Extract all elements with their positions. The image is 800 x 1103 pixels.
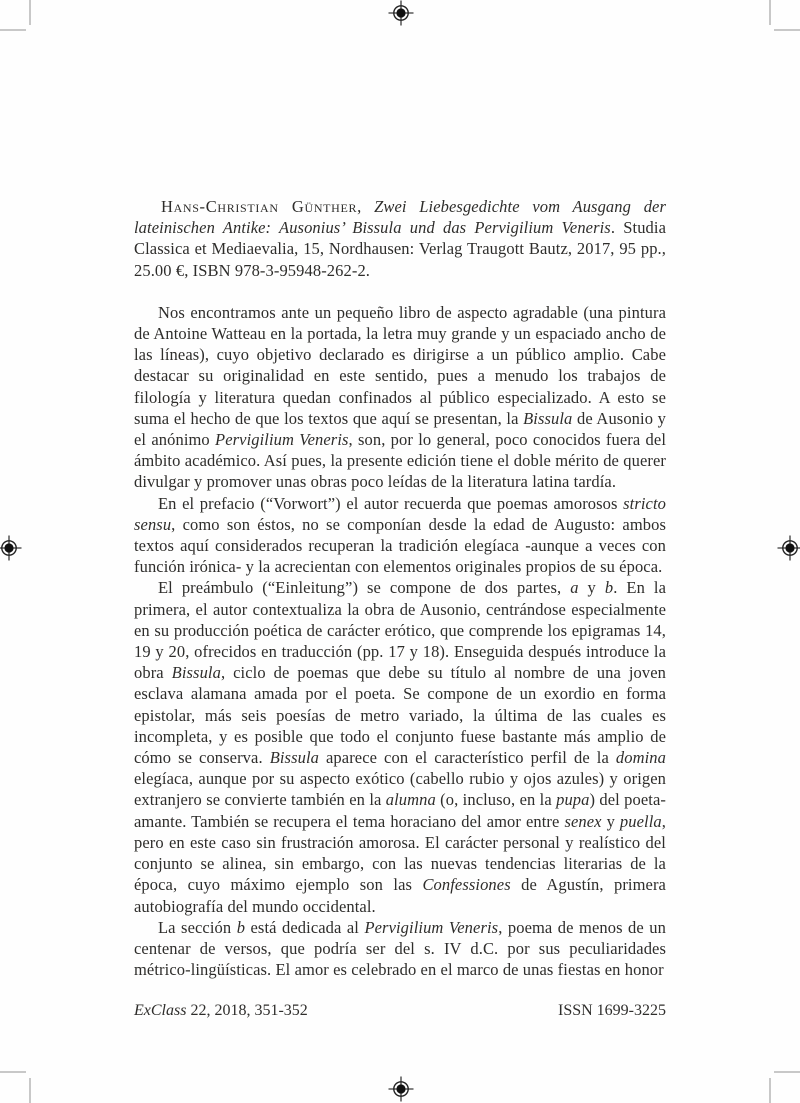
text-run: (o, incluso, en la [435, 790, 557, 810]
text-run: está dedicada al [245, 917, 365, 937]
registration-mark-top-icon [388, 0, 414, 26]
italic-text-run: puella [619, 811, 662, 831]
crop-mark-bottom-right-horizontal [774, 1071, 800, 1073]
smallcaps-text-run: Hans-Christian Günther [161, 197, 358, 216]
crop-mark-bottom-right-vertical [769, 1078, 771, 1103]
text-run: El preámbulo (“Einleitung”) se compone de dos partes, [158, 578, 571, 598]
italic-text-run: b [236, 917, 246, 937]
italic-text-run: a [570, 578, 579, 598]
text-run: , ciclo de poemas que debe su título al nombre de una joven esclava alamana amada por el poeta. Se compone de un exordio en forma epistolar, más seis poesías de metro variado, la última de las cuales es incompleta, y es posible que todo el conjunto fuese bastante más amplio de cómo se conserva. [134, 663, 666, 768]
italic-text-run: Zwei Liebesgedichte vom Ausgang der lateinischen Antike: Ausonius’ Bissula und das Pervigilium Veneris [134, 197, 666, 238]
crop-mark-top-right-vertical [769, 0, 771, 25]
review-paragraph-2 [134, 493, 666, 578]
italic-text-run: Confessiones [422, 875, 511, 895]
italic-text-run: domina [615, 748, 666, 768]
crop-mark-bottom-left-horizontal [0, 1071, 26, 1073]
text-run: aparece con el característico perfil de la [318, 748, 616, 768]
text-run: , son, por lo general, poco conocidos fuera del ámbito académico. Así pues, la presente edición tiene el doble mérito de querer divulgar y promover unas obras poco leídas de la literatura latina tardía. [134, 430, 667, 492]
italic-text-run: senex [564, 811, 602, 831]
text-run: y [578, 578, 605, 598]
text-run: , pero en este caso sin frustración amorosa. El carácter personal y realístico del conjunto se alinea, sin embargo, con las nuevas tendencias literarias de la época, cuyo máximo ejemplo son las [134, 811, 666, 895]
italic-text-run: Pervigilium Veneris [364, 917, 499, 937]
journal-citation [134, 1001, 308, 1021]
text-run: Nos encontramos ante un pequeño libro de aspecto agradable (una pintura de Antoine Watteau en la portada, la letra muy grande y un espaciado ancho de las líneas), cuyo objetivo declarado es dirigirse a un público amplio. Cabe destacar su originalidad en este sentido, pues a menudo los trabajos de filología y literatura quedan confinados al público especializado. A esto se suma el hecho de que los textos que aquí se presentan, la [134, 302, 666, 428]
text-run: En el prefacio (“Vorwort”) el autor recuerda que poemas amorosos [158, 493, 624, 513]
review-paragraph-4 [134, 917, 666, 981]
crop-mark-top-left-vertical [29, 0, 31, 25]
text-run: , poema de menos de un centenar de versos, que podría ser del s. IV d.C. por sus peculiaridades métrico-lingüísticas. El amor es celebrado en el marco de unas fiestas en honor [134, 917, 666, 980]
text-run: de Agustín, primera autobiografía del mundo occidental. [134, 875, 666, 916]
registration-mark-left-icon [0, 535, 22, 561]
italic-text-run: b [604, 578, 614, 598]
text-run: y [601, 811, 620, 831]
text-run: de Ausonio y el anónimo [134, 408, 666, 450]
book-reference [134, 196, 666, 281]
issn: ISSN 1699-3225 [557, 1002, 666, 1019]
crop-mark-top-left-horizontal [0, 29, 26, 31]
italic-text-run: pupa [556, 790, 590, 810]
italic-text-run: Pervigilium Veneris [215, 430, 349, 450]
review-text-block [134, 196, 666, 980]
registration-mark-bottom-icon [388, 1076, 414, 1102]
page-footer [134, 1001, 666, 1021]
crop-mark-bottom-left-vertical [29, 1078, 31, 1103]
text-run: elegíaca, aunque por su aspecto exótico (cabello rubio y ojos azules) y origen extranjero se convierte también en la [134, 769, 666, 810]
text-run: ) del poeta-amante. También se recupera el tema horaciano del amor entre [134, 790, 667, 831]
text-run: , [357, 197, 375, 216]
text-run: . Studia Classica et Mediaevalia, 15, Nordhausen: Verlag Traugott Bautz, 2017, 95 pp., 25.00 €, ISBN 978-3-95948-262-2. [134, 218, 666, 280]
italic-text-run: Bissula [523, 408, 573, 428]
registration-mark-right-icon [777, 535, 800, 561]
text-run: , como son éstos, no se componían desde la edad de Augusto: ambos textos aquí considerados recuperan la tradición elegíaca -aunque a veces con función irónica- y la acrecientan con elementos originales propios de su época. [134, 514, 666, 577]
italic-text-run: Bissula [269, 748, 319, 768]
review-paragraph-3 [134, 577, 666, 916]
text-run: La sección [158, 917, 237, 937]
italic-text-run: alumna [385, 790, 436, 810]
crop-mark-top-right-horizontal [774, 29, 800, 31]
text-run: . En la primera, el autor contextualiza la obra de Ausonio, centrándose especialmente en su producción poética de carácter erótico, que comprende los epigramas 14, 19 y 20, ofrecidos en traducción (pp. 17 y 18). Enseguida después introduce la obra [134, 578, 666, 683]
text-run: 22, 2018, 351-352 [186, 1002, 308, 1019]
review-paragraph-1 [134, 302, 666, 493]
italic-text-run: stricto sensu [134, 493, 666, 534]
italic-text-run: Bissula [171, 663, 221, 683]
italic-text-run: ExClass [134, 1002, 187, 1019]
